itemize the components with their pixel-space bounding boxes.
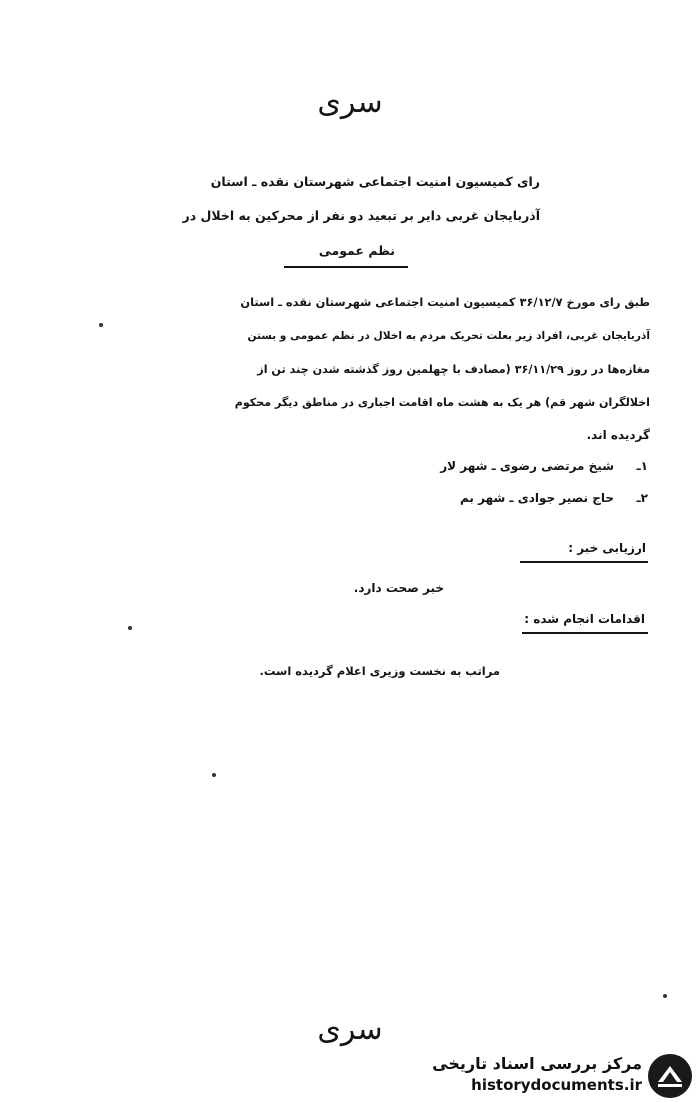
watermark-url: historydocuments.ir: [471, 1076, 642, 1094]
assessment-value: خبر صحت دارد.: [353, 581, 444, 595]
body-line-5: گردیده اند.: [586, 428, 650, 442]
body-line-2: آذربایجان غربی، افراد زیر بعلت تحریک مردم به اخلال در نظم عمومی و بستن: [247, 330, 650, 342]
closing-line: مراتب به نخست وزیری اعلام گردیده است.: [259, 664, 500, 678]
body-line-3: مغازه‌ها در روز ۳۶/۱۱/۲۹ (مصادف با چهلمین روز گذشته شدن چند تن از: [257, 363, 650, 376]
watermark-persian: مرکز بررسی اسناد تاریخی: [432, 1054, 642, 1073]
heading-underline: [284, 266, 408, 268]
classification-top: سری: [317, 85, 383, 120]
assessment-underline: [520, 561, 648, 563]
person-2-text: حاج نصیر جوادی ـ شهر بم: [459, 491, 614, 505]
archive-logo-icon: [646, 1052, 694, 1100]
actions-label: اقدامات انجام شده :: [524, 612, 645, 626]
heading-line-3: نظم عمومی: [318, 243, 395, 258]
speckle: [128, 626, 132, 630]
person-2-number: ۲ـ: [636, 491, 648, 505]
heading-line-1: رای کمیسیون امنیت اجتماعی شهرستان نقده ـ استان: [210, 174, 540, 189]
speckle: [212, 773, 216, 777]
person-1-text: شیخ مرتضی رضوی ـ شهر لار: [440, 459, 614, 473]
body-line-1: طبق رای مورخ ۳۶/۱۲/۷ کمیسیون امنیت اجتماعی شهرستان نقده ـ استان: [240, 295, 650, 309]
actions-underline: [522, 632, 648, 634]
assessment-label: ارزیابی خبر :: [568, 541, 646, 555]
classification-bottom: سری: [317, 1012, 383, 1047]
body-line-4: اخلالگران شهر قم) هر یک به هشت ماه اقامت اجباری در مناطق دیگر محکوم: [234, 396, 650, 409]
archive-watermark: [418, 1050, 700, 1102]
person-1-number: ۱ـ: [636, 459, 648, 473]
speckle: [99, 323, 103, 327]
speckle: [663, 994, 667, 998]
heading-line-2: آذربایجان غربی دایر بر تبعید دو نفر از محرکین به اخلال در: [182, 208, 540, 223]
